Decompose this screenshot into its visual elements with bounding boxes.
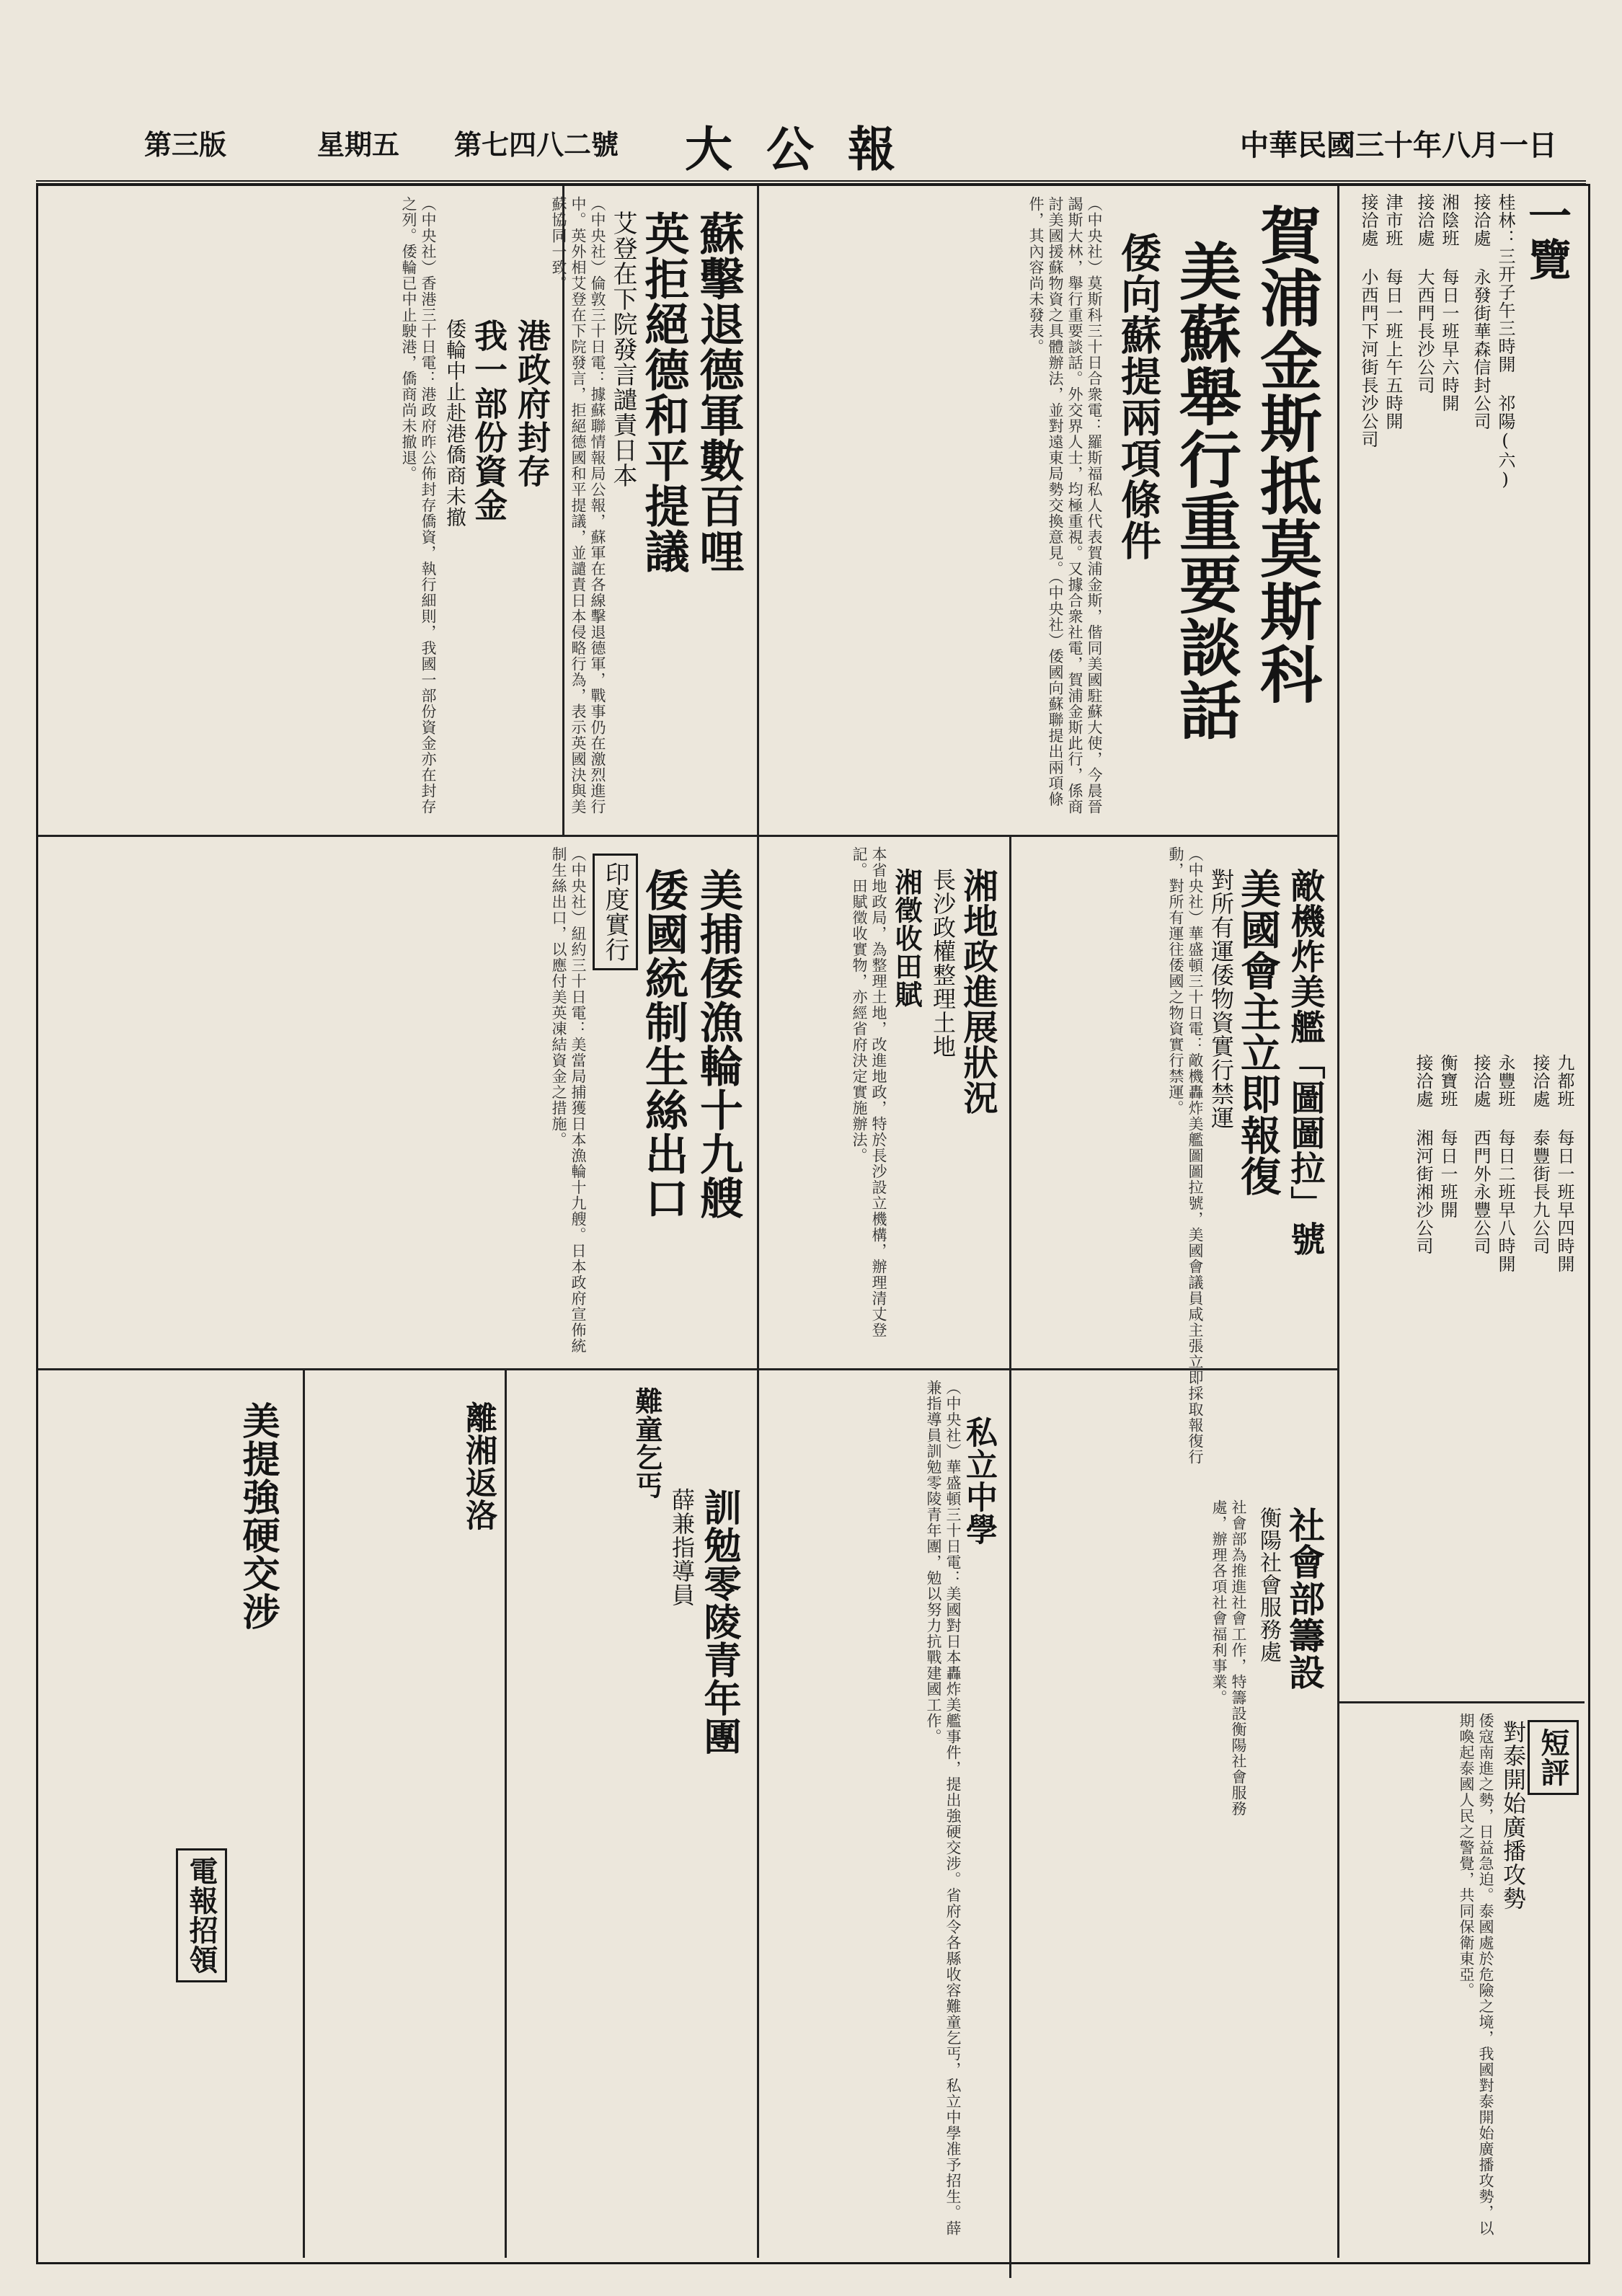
article-fishing-boats [40,839,753,1365]
editorial-title: 短評 [1528,1720,1579,1795]
ads-line: 接洽處 湘河街湘沙公司 [1413,1054,1433,1255]
article-body: （中央社）倫敦三十日電：據蘇聯情報局公報，蘇軍在各線擊退德軍，戰事仍在激烈進行中。英外相艾登在下院發言，拒絕德國和平提議，並譴責日本侵略行為，表示英國決與美蘇協同一致。 [550,196,606,815]
ads-line: 接洽處 泰豐街長九公司 [1530,1054,1550,1255]
article-headline: 訓勉零陵青年團 [697,1488,741,1755]
article-subhead: 倭國統制生絲出口 [638,868,688,1220]
article-congress [1013,839,1334,1488]
lead-headline-2: 美蘇舉行重要談話 [1169,239,1241,741]
masthead [36,108,1586,185]
ads-line: 接洽處 永發街華森信封公司 [1471,193,1491,430]
article-body: （中央社）莫斯科三十日合衆電：羅斯福私人代表賀浦金斯，偕同美國駐蘇大使，今晨晉謁斯大林，舉行重要談話。外交界人士，均極重視。又據合衆社電，賀浦金斯此行，係商討美國援蘇物資之具體辦法，並對遠東局勢交換意見。（中央社）倭國向蘇聯提出兩項條件，其內容尚未發表。 [1027,196,1103,815]
article-headline: 難童乞丐 [631,1387,663,1499]
article-headline: 美國會主立即報復 [1234,868,1282,1197]
masthead-weekday: 星期五 [317,128,400,161]
article-body: （中央社）香港三十日電：港政府昨公佈封存僑資，執行細則，我國一部份資金亦在封存之列。倭輪已中止駛港，僑商尚未撤退。 [400,196,437,815]
article-lower [40,1373,1006,2252]
article-body: （中央社）華盛頓三十日電：敵機轟炸美艦圖圖拉號，美國會議員咸主張立即採取報復行動，對所有運往倭國之物資實行禁運。 [1167,846,1204,1465]
ads-line: 衡寶班 每日一班開 [1437,1054,1458,1219]
article-social-affairs [1013,1492,1334,1853]
editorial [1341,1706,1583,2251]
article-body: 倭寇南進之勢，日益急迫。泰國處於危險之境，我國對泰開始廣播攻勢，以期喚起泰國人民之警覺，共同保衛東亞。 [1458,1713,1494,2236]
divider [1009,836,1011,2278]
ads-line: 接洽處 西門外永豐公司 [1471,1054,1491,1255]
divider [757,186,759,835]
article-headline: 蘇擊退德軍數百哩 [692,210,745,574]
lead-subhead: 倭向蘇提兩項條件 [1114,232,1162,561]
editorial-subhead: 對泰開始廣播攻勢 [1499,1720,1527,1910]
divider [1337,186,1339,2258]
ads-line: 接洽處 小西門下河街長沙公司 [1358,193,1378,448]
article-headline: 私立中學 [960,1416,997,1546]
ads-title: 一覽 [1521,193,1572,281]
article-headline: 湘地政進展狀況 [957,868,998,1115]
article-body: 社會部為推進社會工作，特籌設衡陽社會服務處，辦理各項社會福利事業。 [1210,1499,1247,1817]
lead-article [761,189,1334,832]
article-kicker: 艾登在下院發言譴責日本 [608,210,637,488]
article-subhead: 敵機炸美艦「圖圖拉」號 [1285,868,1325,1256]
masthead-issue: 第七四八二號 [454,128,619,161]
article-subhead: 衡陽社會服務處 [1256,1507,1281,1663]
article-kicker: 薛兼指導員 [668,1488,696,1607]
article-hongkong [40,189,560,832]
masthead-title: 大 公 報 [685,121,904,177]
ads-line: 永豐班 每日二班早八時開 [1495,1054,1515,1273]
article-kicker: 印度實行 [593,854,638,970]
lead-headline: 賀浦金斯抵莫斯科 [1249,203,1322,705]
article-subhead: 我一部份資金 [469,319,508,522]
article-headline: 社會部籌設 [1283,1507,1326,1690]
ads-line: 津市班 每日一班上午五時開 [1383,193,1403,430]
article-soviet [550,189,755,832]
article-headline: 離湘返洛 [460,1401,497,1531]
article-subhead: 英拒絕德和平提議 [637,210,690,574]
article-body: （中央社）紐約三十日電：美當局捕獲日本漁輪十九艘。日本政府宣佈統制生絲出口，以應付美英凍結資金之措施。 [550,846,587,1354]
article-headline: 電報招領 [176,1848,227,1982]
article-kicker: 倭輪中止赴港僑商未撤 [443,319,467,528]
article-land-admin [761,839,1007,1365]
divider [757,836,759,1370]
article-kicker: 湘徵收田賦 [890,868,923,1009]
masthead-page: 第三版 [144,128,227,161]
ads-line: 九都班 每日一班早四時開 [1554,1054,1574,1273]
article-headline: 美提強硬交涉 [236,1401,280,1631]
article-headline: 港政府封存 [513,319,551,488]
article-kicker: 對所有運倭物資實行禁運 [1207,868,1235,1130]
article-body: （中央社）華盛頓三十日電：美國對日本轟炸美艦事件，提出強硬交涉。省府令各縣收容難童乞丐，私立中學准予招生。薛兼指導員訓勉零陵青年團，勉以努力抗戰建國工作。 [925,1380,962,2236]
article-headline: 美捕倭漁輪十九艘 [693,868,743,1220]
ads-line: 接洽處 大西門長沙公司 [1414,193,1435,394]
divider [38,835,1337,837]
article-body: 本省地政局，為整理土地，改進地政，特於長沙設立機構，辦理清丈登記。田賦徵收實物，亦經省府決定實施辦法。 [851,846,887,1338]
article-subhead: 長沙政權整理土地 [929,868,957,1058]
ads-line: 湘陰班 每日一班早六時開 [1439,193,1459,412]
ads-line: 桂林：三开子午三時開 祁陽(六) [1495,193,1515,490]
masthead-date: 中華民國三十年八月一日 [1240,128,1557,162]
